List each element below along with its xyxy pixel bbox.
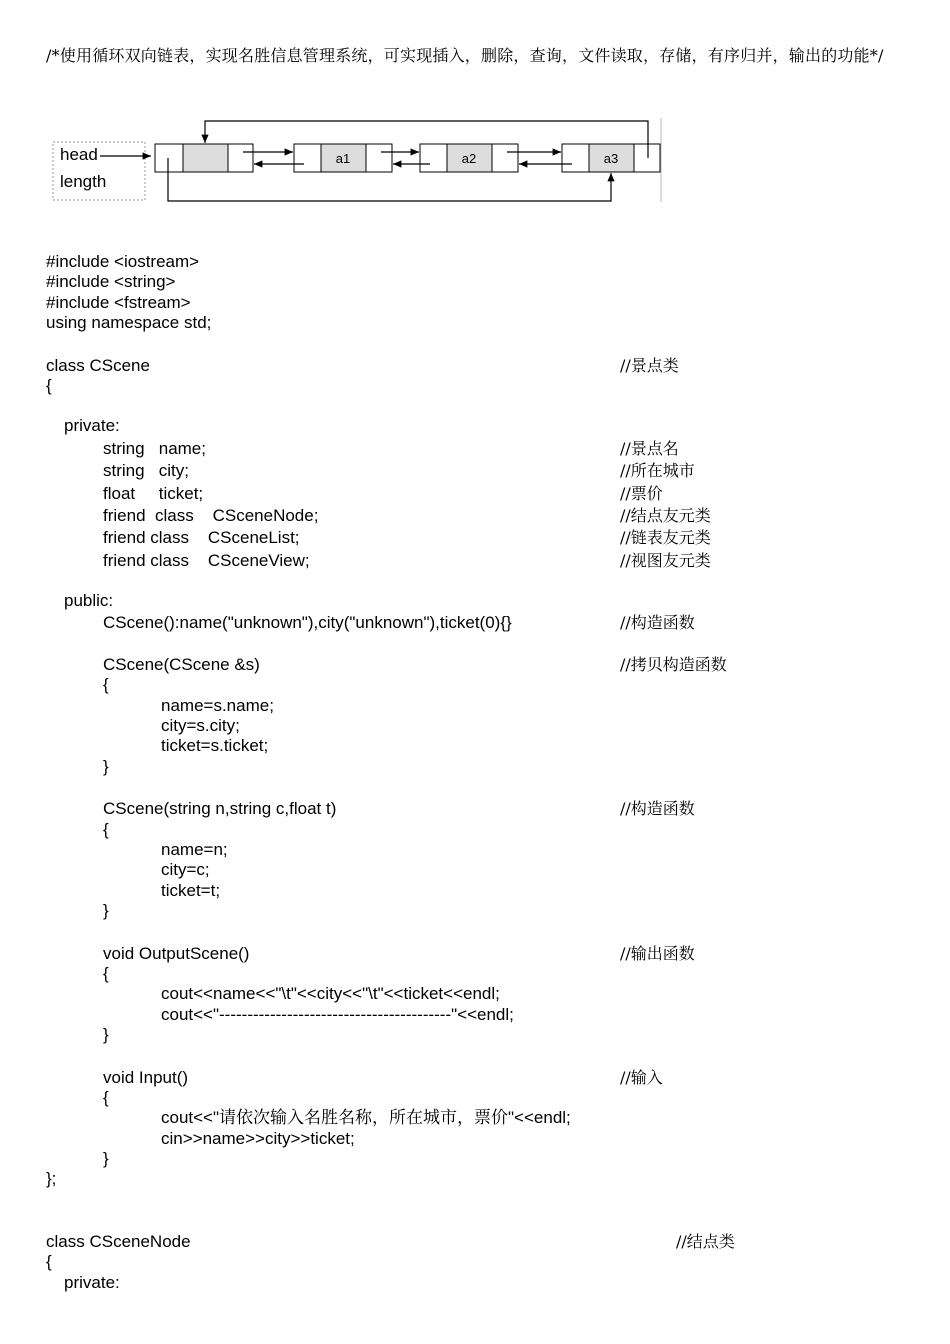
code-text: CScene(CScene &s) — [103, 654, 260, 674]
code-text: friend class CSceneList; — [103, 528, 300, 548]
code-text: #include <iostream> — [46, 252, 200, 271]
code-comment: //景点类 — [620, 355, 679, 375]
code-line — [46, 984, 926, 1004]
code-line — [46, 484, 926, 504]
code-text: cout<<"请依次输入名胜名称，所在城市，票价"<<endl; — [161, 1108, 571, 1128]
code-comment: //景点名 — [620, 438, 679, 458]
code-comment: //输入 — [620, 1067, 663, 1087]
code-text: } — [103, 901, 109, 921]
code-text: cin>>name>>city>>ticket; — [161, 1128, 355, 1148]
code-text: float ticket; — [103, 483, 204, 503]
code-line — [46, 293, 926, 313]
node-a1 — [294, 144, 392, 172]
code-line — [46, 613, 926, 633]
code-comment: //链表友元类 — [620, 528, 711, 548]
code-comment: //拷贝构造函数 — [620, 654, 727, 674]
code-text: ticket=t; — [161, 880, 221, 900]
code-text: }; — [46, 1169, 57, 1189]
head-label: head — [60, 145, 98, 164]
code-line — [46, 313, 926, 333]
code-line — [46, 272, 926, 292]
code-line — [46, 1108, 926, 1128]
code-line — [46, 506, 926, 526]
code-line — [46, 716, 926, 736]
code-line — [46, 1252, 926, 1272]
code-line — [46, 1129, 926, 1149]
code-text: cout<<"-----------------------------------------"<<endl; — [161, 1004, 514, 1024]
code-line — [46, 901, 926, 921]
code-line — [46, 1169, 926, 1189]
code-text: } — [103, 1025, 109, 1045]
code-line — [46, 799, 926, 819]
code-line — [46, 860, 926, 880]
code-text: } — [103, 756, 109, 776]
code-text: { — [46, 1252, 52, 1272]
code-text: friend class CSceneNode; — [103, 505, 319, 525]
node-a1-label: a1 — [335, 151, 351, 166]
code-comment: //构造函数 — [620, 799, 695, 819]
node-a3 — [562, 144, 660, 172]
code-text: name=s.name; — [161, 695, 274, 715]
code-text: } — [103, 1149, 109, 1169]
code-line — [46, 736, 926, 756]
code-text: void OutputScene() — [103, 943, 250, 963]
code-comment: //视图友元类 — [620, 550, 711, 570]
code-comment: //票价 — [620, 483, 663, 503]
code-line — [46, 1005, 926, 1025]
code-text: friend class CSceneView; — [103, 550, 310, 570]
code-text: class CScene — [46, 355, 150, 375]
linked-list-diagram — [40, 112, 680, 208]
code-text: class CSceneNode — [46, 1231, 191, 1251]
code-line — [46, 1149, 926, 1169]
code-line — [46, 416, 926, 436]
code-line — [46, 655, 926, 675]
code-comment: //输出函数 — [620, 943, 695, 963]
code-line — [46, 1273, 926, 1293]
code-line — [46, 881, 926, 901]
intro-comment: /*使用循环双向链表，实现名胜信息管理系统，可实现插入，删除，查询，文件读取，存储，有序归并，输出的功能*/ — [46, 46, 884, 65]
code-text: using namespace std; — [46, 313, 212, 333]
code-text: void Input() — [103, 1067, 189, 1087]
code-text: private: — [64, 416, 120, 436]
code-text: name=n; — [161, 839, 228, 859]
code-line — [46, 944, 926, 964]
code-text: city=s.city; — [161, 716, 240, 736]
code-block — [46, 252, 926, 1293]
code-text: string city; — [103, 461, 189, 481]
code-text: { — [103, 963, 109, 983]
code-line — [46, 1025, 926, 1045]
code-text: ticket=s.ticket; — [161, 736, 269, 756]
code-text: { — [103, 819, 109, 839]
code-text: #include <string> — [46, 272, 176, 292]
code-line — [46, 675, 926, 695]
code-comment: //构造函数 — [620, 613, 695, 633]
code-line — [46, 964, 926, 984]
code-line — [46, 551, 926, 571]
node-a3-label: a3 — [603, 151, 619, 166]
code-line — [46, 820, 926, 840]
code-text: private: — [64, 1272, 120, 1292]
code-text: string name; — [103, 438, 206, 458]
node-a2-label: a2 — [461, 151, 477, 166]
node-a2 — [420, 144, 518, 172]
code-line — [46, 461, 926, 481]
code-text: cout<<name<<"\t"<<city<<"\t"<<ticket<<endl; — [161, 984, 500, 1004]
length-label: length — [60, 172, 107, 191]
code-text: { — [103, 1087, 109, 1107]
code-text: public: — [64, 591, 114, 611]
code-text: { — [46, 375, 52, 395]
code-line — [46, 356, 926, 376]
code-text: city=c; — [161, 860, 210, 880]
code-line — [46, 1232, 926, 1252]
code-comment: //所在城市 — [620, 461, 695, 481]
code-line — [46, 439, 926, 459]
code-line — [46, 1068, 926, 1088]
code-line — [46, 591, 926, 611]
code-line — [46, 376, 926, 396]
code-line — [46, 840, 926, 860]
code-line — [46, 252, 926, 272]
header-node — [155, 144, 253, 172]
code-text: { — [103, 675, 109, 695]
code-comment: //结点友元类 — [620, 505, 711, 525]
code-text: CScene():name("unknown"),city("unknown"),ticket(0){} — [103, 613, 512, 633]
code-line — [46, 757, 926, 777]
code-line — [46, 1088, 926, 1108]
code-comment: //结点类 — [676, 1231, 735, 1251]
code-line — [46, 528, 926, 548]
code-text: CScene(string n,string c,float t) — [103, 799, 337, 819]
code-text: #include <fstream> — [46, 292, 191, 312]
code-line — [46, 696, 926, 716]
